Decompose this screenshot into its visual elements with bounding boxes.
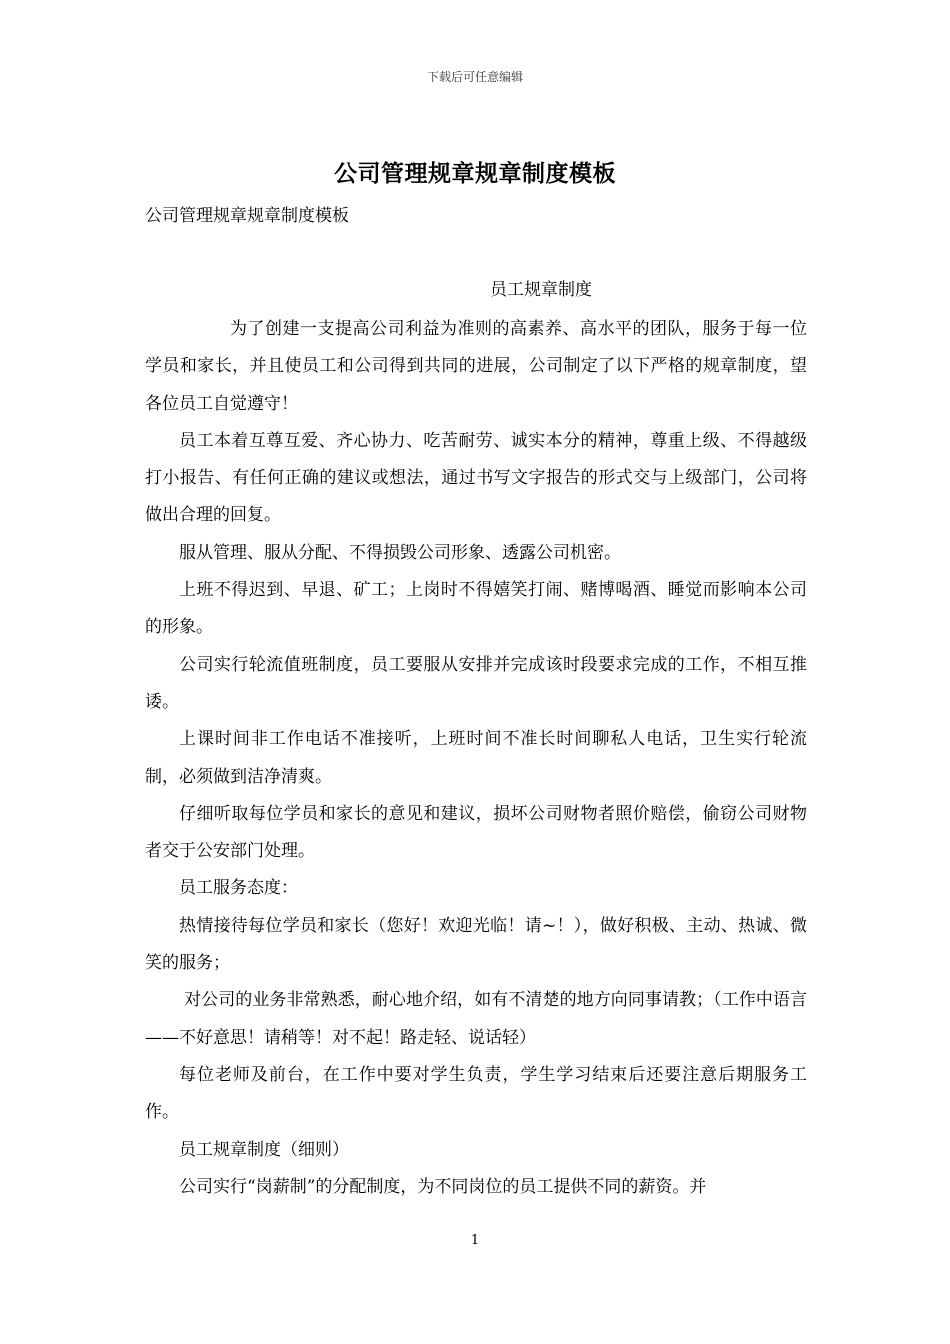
- paragraph: 员工规章制度（细则）: [179, 1139, 349, 1160]
- page-number: 1: [470, 1233, 480, 1248]
- paragraph: 服从管理、服从分配、不得损毁公司形象、透露公司机密。: [179, 542, 621, 563]
- paragraph: 上班不得迟到、早退、矿工；上岗时不得嬉笑打闹、赌博喝酒、睡觉而影响本公司的形象。: [145, 580, 807, 638]
- section-title: 员工规章制度: [490, 280, 592, 300]
- document-title: 公司管理规章规章制度模板: [334, 160, 616, 187]
- paragraph: 员工服务态度：: [179, 878, 298, 899]
- document-body: [145, 311, 807, 1206]
- paragraph: 对公司的业务非常熟悉，耐心地介绍，如有不清楚的地方向同事请教；（工作中语言——不好意思！请稍等！对不起！路走轻、说话轻）: [145, 990, 807, 1048]
- paragraph: 为了创建一支提高公司利益为准则的高素养、高水平的团队，服务于每一位学员和家长，并且使员工和公司得到共同的进展，公司制定了以下严格的规章制度，望各位员工自觉遵守！: [145, 319, 807, 414]
- paragraph: 员工本着互尊互爱、齐心协力、吃苦耐劳、诚实本分的精神，尊重上级、不得越级打小报告、有任何正确的建议或想法，通过书写文字报告的形式交与上级部门，公司将做出合理的回复。: [145, 430, 807, 526]
- page-header: 下载后可任意编辑: [426, 70, 523, 84]
- paragraph: 上课时间非工作电话不准接听，上班时间不准长时间聊私人电话，卫生实行轮流制，必须做到洁净清爽。: [145, 729, 807, 787]
- paragraph: 公司实行“岗薪制”的分配制度，为不同岗位的员工提供不同的薪资。并: [179, 1176, 707, 1197]
- paragraph: 仔细听取每位学员和家长的意见和建议，损坏公司财物者照价赔偿，偷窃公司财物者交于公安部门处理。: [145, 803, 807, 862]
- paragraph: 每位老师及前台，在工作中要对学生负责，学生学习结束后还要注意后期服务工作。: [145, 1064, 807, 1123]
- document-subtitle: 公司管理规章规章制度模板: [145, 206, 349, 226]
- paragraph: 公司实行轮流值班制度，员工要服从安排并完成该时段要求完成的工作，不相互推诿。: [145, 654, 807, 712]
- paragraph: 热情接待每位学员和家长（您好！欢迎光临！请~！），做好积极、主动、热诚、微笑的服务；: [145, 915, 807, 974]
